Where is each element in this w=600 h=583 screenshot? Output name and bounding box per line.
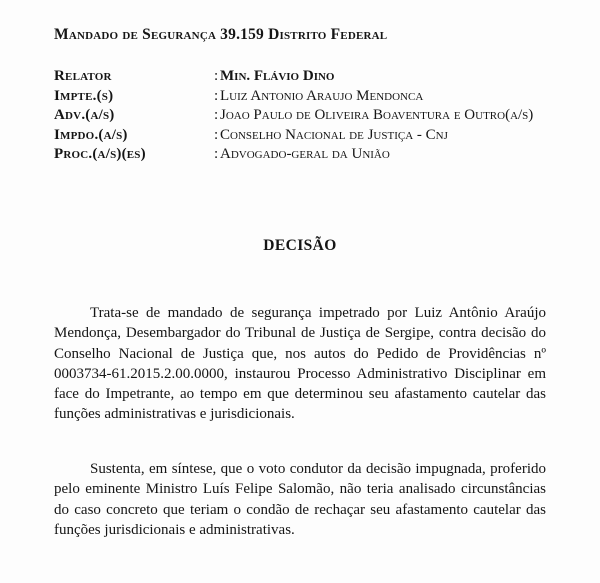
party-role: Impdo.(a/s) (54, 126, 128, 143)
decision-heading: DECISÃO (263, 237, 337, 254)
party-row-impetrado (54, 127, 554, 145)
party-colon: : (214, 107, 219, 123)
party-role: Proc.(a/s)(es) (54, 146, 146, 162)
party-row-advogado (54, 107, 554, 125)
party-name: Conselho Nacional de Justiça - Cnj (220, 126, 448, 143)
party-role: Impte.(s) (54, 87, 114, 104)
paragraph-1: Trata-se de mandado de segurança impetrado por Luiz Antônio Araújo Mendonça, Desembargador do Tribunal de Justiça de Sergipe, contra decisão do Conselho Nacional de Justiça que, nos autos do Pedido de Providências nº 0003734-61.2015.2.00.0000, instaurou Processo Administrativo Disciplinar em face do Impetrante, ao tempo em que determinou seu afastamento cautelar das funções administrativas e jurisdicionais. (54, 305, 546, 423)
party-role: Adv.(a/s) (54, 107, 115, 123)
paragraph-2: Sustenta, em síntese, que o voto condutor da decisão impugnada, proferido pelo eminente Ministro Luís Felipe Salomão, não teria analisado circunstâncias do caso concreto que teriam o condão de rechaçar seu afastamento cautelar das funções jurisdicionais e administrativas. (54, 461, 546, 538)
party-name: Advogado-geral da União (220, 146, 390, 162)
party-role: Relator (54, 68, 112, 84)
party-row-procurador (54, 146, 554, 164)
party-row-impetrante (54, 88, 554, 106)
case-title: Mandado de Segurança 39.159 Distrito Federal (54, 26, 388, 43)
parties-table (54, 68, 554, 164)
party-row-relator (54, 68, 554, 86)
party-name: Min. Flávio Dino (220, 68, 335, 84)
party-colon: : (214, 68, 219, 84)
party-colon: : (214, 126, 219, 143)
party-colon: : (214, 87, 219, 104)
party-name: Luiz Antonio Araujo Mendonca (220, 87, 424, 104)
party-colon: : (214, 146, 219, 162)
party-name: Joao Paulo de Oliveira Boaventura e Outro(a/s) (220, 107, 534, 123)
